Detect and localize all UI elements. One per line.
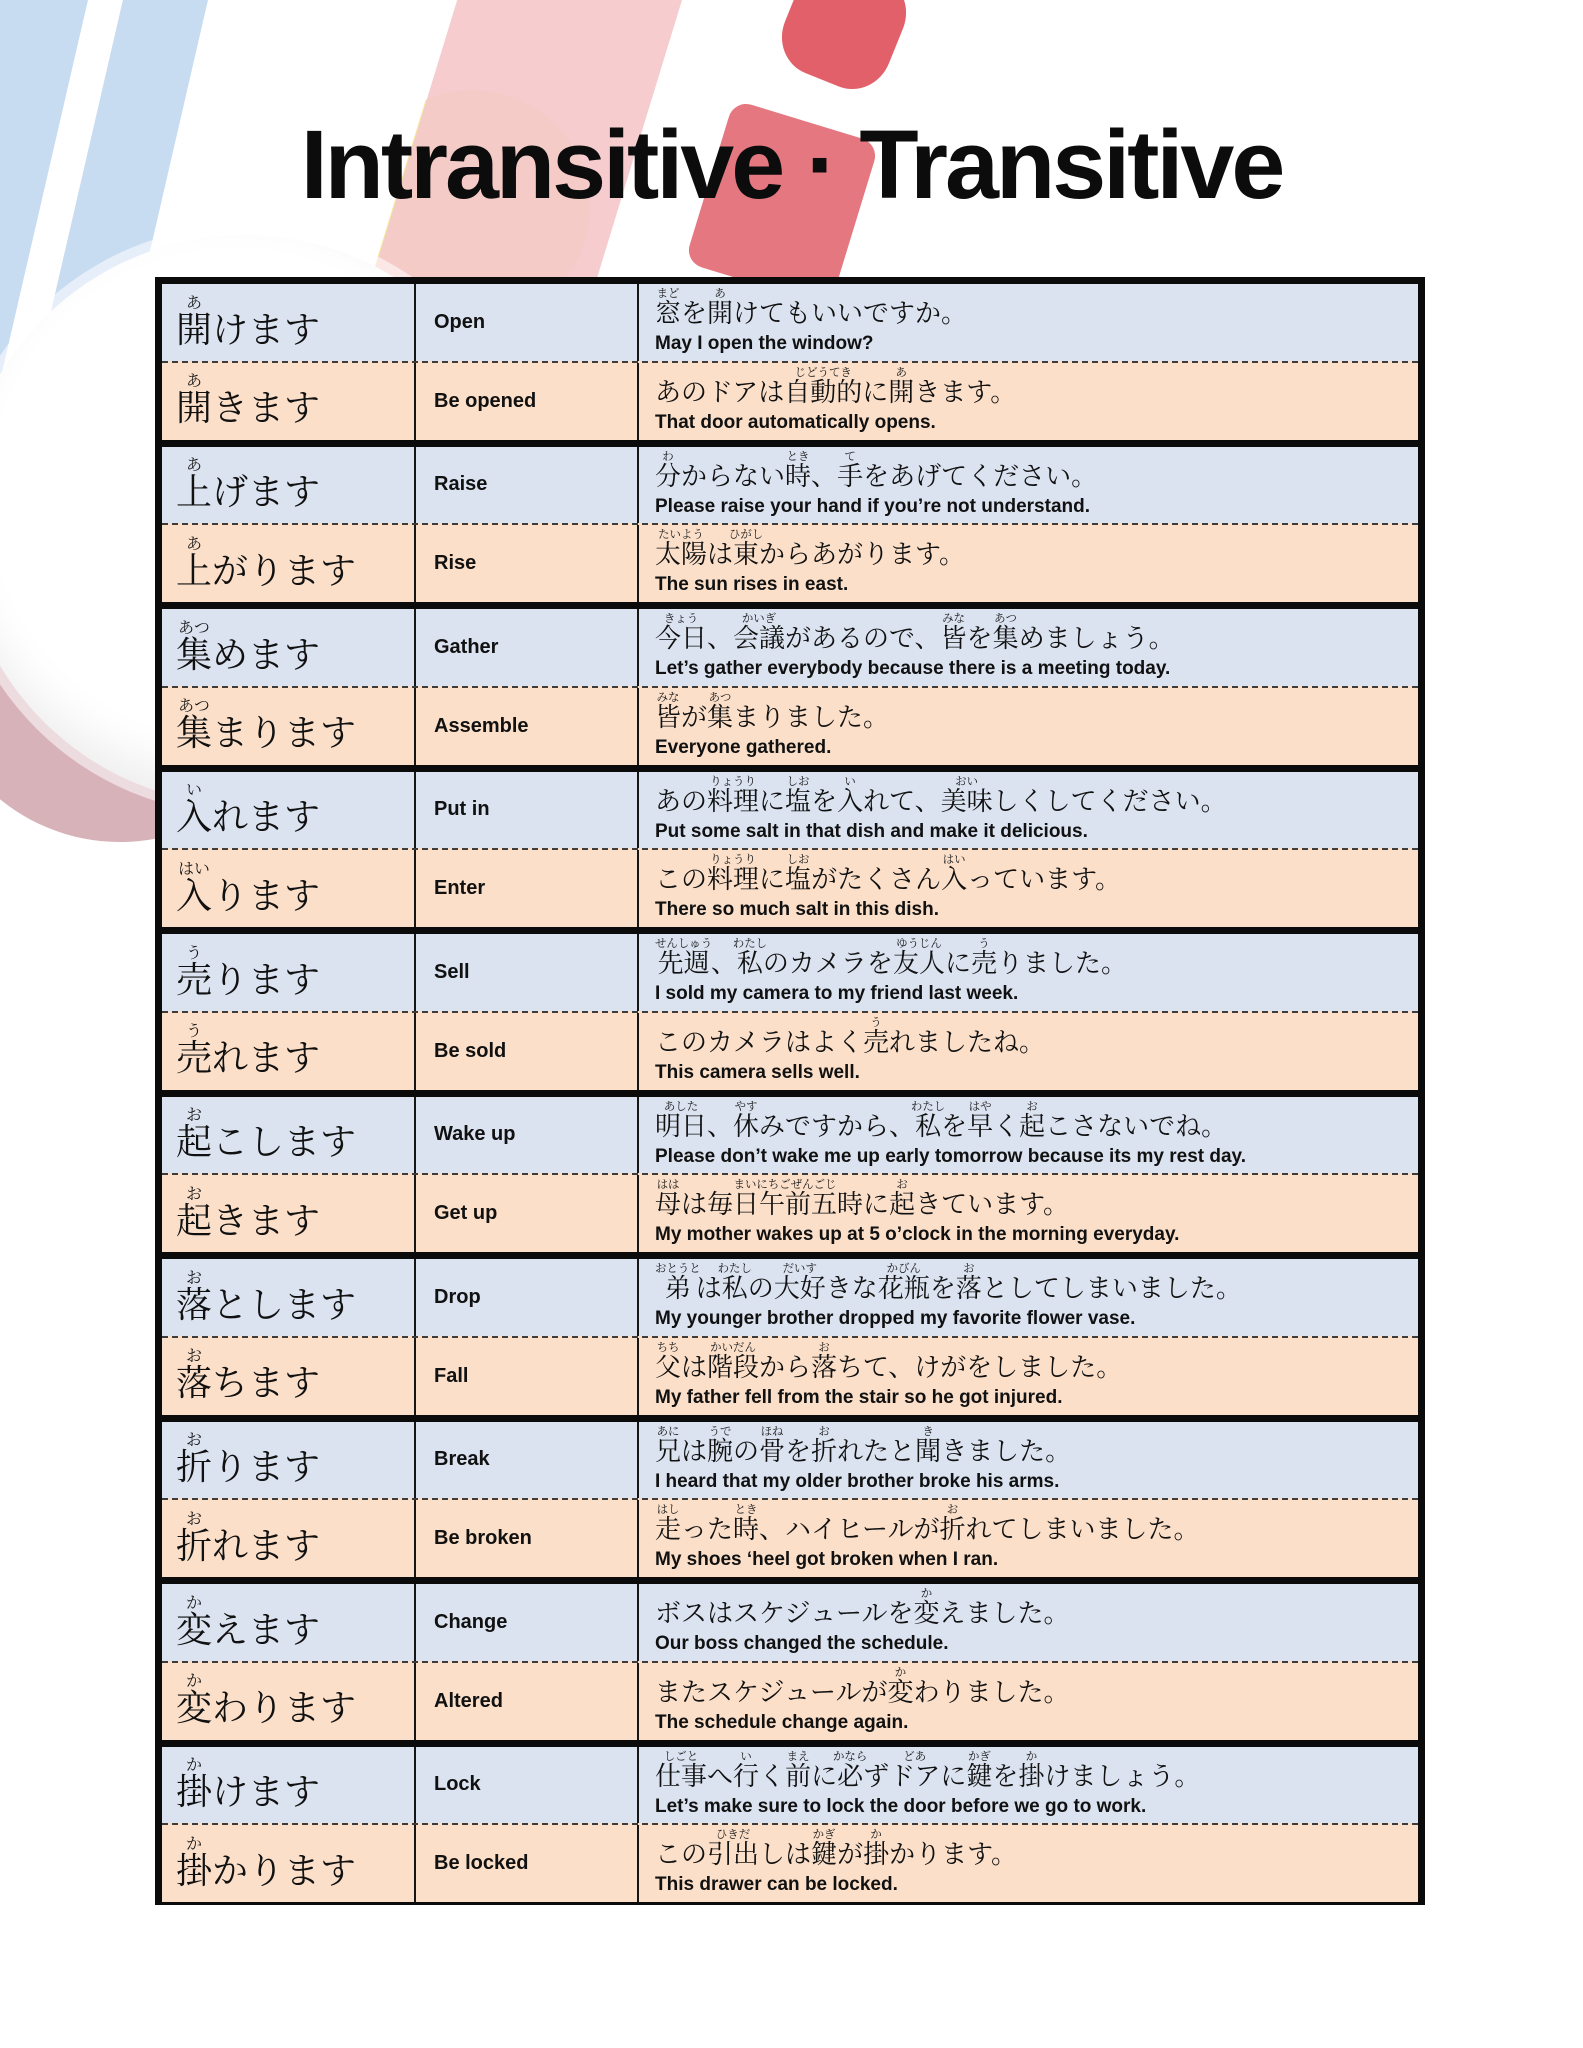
- verb-cell: [162, 688, 414, 765]
- meaning-cell: [414, 688, 637, 765]
- example-cell: [637, 688, 1418, 765]
- example-cell: [637, 1825, 1418, 1902]
- example-japanese: 兄あには腕うでの骨ほねを折おれたと聞ききました。: [655, 1423, 1072, 1467]
- verb-cell: [162, 1584, 414, 1661]
- meaning-cell: [414, 934, 637, 1011]
- meaning-cell: [414, 1825, 637, 1902]
- verb-cell: [162, 447, 414, 524]
- verb-text: 売うります: [176, 942, 321, 1001]
- verb-text: 売うれます: [176, 1021, 321, 1080]
- table-row: [162, 447, 1418, 524]
- example-english: Our boss changed the schedule.: [655, 1633, 949, 1655]
- example-english: That door automatically opens.: [655, 411, 936, 433]
- verb-text: 開あけます: [176, 292, 321, 351]
- verb-pair-group: [162, 1259, 1418, 1422]
- example-japanese: 太陽たいようは東ひがしからあがります。: [655, 527, 965, 571]
- meaning-cell: [414, 1175, 637, 1252]
- meaning-cell: [414, 363, 637, 440]
- example-cell: [637, 772, 1418, 849]
- verb-cell: [162, 1500, 414, 1577]
- example-cell: [637, 609, 1418, 686]
- table-row: [162, 1747, 1418, 1824]
- example-english: Please raise your hand if you’re not understand.: [655, 495, 1090, 517]
- verb-pair-group: [162, 772, 1418, 935]
- meaning-text: Change: [434, 1610, 508, 1633]
- meaning-cell: [414, 1097, 637, 1174]
- verb-text: 折おります: [176, 1430, 321, 1489]
- example-english: The sun rises in east.: [655, 574, 849, 596]
- meaning-cell: [414, 525, 637, 602]
- verb-cell: [162, 1175, 414, 1252]
- example-cell: [637, 1013, 1418, 1090]
- table-row: [162, 934, 1418, 1011]
- meaning-text: Fall: [434, 1364, 469, 1387]
- meaning-text: Open: [434, 310, 486, 333]
- verb-pair-group: [162, 447, 1418, 610]
- verb-text: 上あがります: [176, 533, 357, 592]
- example-japanese: またスケジュールが変かわりました。: [655, 1664, 1070, 1708]
- verb-text: 落おとします: [176, 1267, 357, 1326]
- meaning-text: Get up: [434, 1202, 498, 1225]
- table-row: [162, 1173, 1418, 1252]
- verb-cell: [162, 1747, 414, 1824]
- meaning-cell: [414, 772, 637, 849]
- table-row: [162, 1422, 1418, 1499]
- example-japanese: 仕事しごとへ行いく前まえに必かならずドアどあに鍵かぎを掛かけましょう。: [655, 1748, 1201, 1792]
- verb-cell: [162, 1338, 414, 1415]
- meaning-cell: [414, 850, 637, 927]
- verb-cell: [162, 1422, 414, 1499]
- example-english: May I open the window?: [655, 333, 874, 355]
- verb-pair-group: [162, 284, 1418, 447]
- verb-cell: [162, 934, 414, 1011]
- example-cell: [637, 1747, 1418, 1824]
- example-english: This camera sells well.: [655, 1061, 860, 1083]
- example-cell: [637, 1500, 1418, 1577]
- example-japanese: 皆みなが集あつまりました。: [655, 689, 890, 733]
- meaning-text: Be broken: [434, 1527, 532, 1550]
- example-english: Let’s make sure to lock the door before we go to work.: [655, 1795, 1147, 1817]
- example-cell: [637, 1259, 1418, 1336]
- example-english: I sold my camera to my friend last week.: [655, 983, 1019, 1005]
- example-japanese: 先週せんしゅう、私わたしのカメラを友人ゆうじんに売うりました。: [655, 936, 1127, 979]
- table-row: [162, 1661, 1418, 1740]
- verb-cell: [162, 609, 414, 686]
- verb-text: 集あつまります: [176, 696, 357, 755]
- meaning-cell: [414, 1259, 637, 1336]
- example-japanese: この料理りょうりに塩しおがたくさん入はいっています。: [655, 852, 1122, 896]
- example-japanese: 父ちちは階段かいだんから落おちて、けがをしました。: [655, 1339, 1123, 1383]
- verb-pair-group: [162, 934, 1418, 1097]
- example-japanese: 分わからない時とき、手てをあげてください。: [655, 448, 1098, 492]
- meaning-text: Gather: [434, 635, 499, 658]
- example-japanese: あの料理りょうりに塩しおを入いれて、美味おいしくしてください。: [655, 773, 1227, 817]
- meaning-cell: [414, 284, 637, 361]
- verb-cell: [162, 1259, 414, 1336]
- page-title: Intransitive · Transitive: [300, 110, 1283, 219]
- table-row: [162, 1259, 1418, 1336]
- meaning-cell: [414, 1747, 637, 1824]
- example-english: My shoes ‘heel got broken when I ran.: [655, 1549, 999, 1571]
- table-row: [162, 772, 1418, 849]
- example-english: This drawer can be locked.: [655, 1874, 898, 1896]
- table-row: [162, 284, 1418, 361]
- verb-text: 集あつめます: [176, 617, 321, 676]
- verb-cell: [162, 772, 414, 849]
- verb-cell: [162, 1013, 414, 1090]
- example-english: Please don’t wake me up early tomorrow because its my rest day.: [655, 1145, 1246, 1167]
- verb-text: 起おきます: [176, 1183, 321, 1242]
- example-japanese: この引出ひきだしは鍵かぎが掛かかります。: [655, 1827, 1018, 1871]
- meaning-cell: [414, 1584, 637, 1661]
- example-japanese: このカメラはよく売うれましたね。: [655, 1014, 1046, 1058]
- example-japanese: 窓まどを開あけてもいいですか。: [655, 286, 968, 329]
- example-english: Everyone gathered.: [655, 736, 832, 758]
- table-row: [162, 1498, 1418, 1577]
- example-cell: [637, 284, 1418, 361]
- example-japanese: あのドアは自動的じどうてきに開あきます。: [655, 364, 1017, 408]
- example-cell: [637, 1338, 1418, 1415]
- verb-pair-group: [162, 1584, 1418, 1747]
- verb-cell: [162, 850, 414, 927]
- example-cell: [637, 363, 1418, 440]
- meaning-cell: [414, 1422, 637, 1499]
- verb-text: 起おこします: [176, 1105, 357, 1164]
- meaning-text: Enter: [434, 877, 486, 900]
- verb-text: 掛かかります: [176, 1833, 357, 1892]
- example-japanese: 今日きょう、会議かいぎがあるので、皆みなを集あつめましょう。: [655, 611, 1175, 654]
- example-cell: [637, 850, 1418, 927]
- meaning-text: Assemble: [434, 714, 529, 737]
- verb-text: 開あきます: [176, 371, 321, 430]
- bg-red-blob-shape: [770, 0, 918, 101]
- meaning-text: Raise: [434, 473, 488, 496]
- meaning-text: Wake up: [434, 1123, 516, 1146]
- meaning-text: Altered: [434, 1689, 503, 1712]
- example-english: My mother wakes up at 5 o’clock in the morning everyday.: [655, 1224, 1180, 1246]
- verb-pair-group: [162, 609, 1418, 772]
- example-japanese: ボスはスケジュールを変かえました。: [655, 1586, 1070, 1629]
- example-cell: [637, 934, 1418, 1011]
- example-japanese: 弟おとうとは私わたしの大好だいすきな花瓶かびんを落おとしてしまいました。: [655, 1261, 1242, 1304]
- verb-table: [155, 277, 1425, 1905]
- verb-text: 入いれます: [176, 780, 321, 839]
- table-row: [162, 609, 1418, 686]
- verb-text: 折おれます: [176, 1508, 321, 1567]
- meaning-cell: [414, 609, 637, 686]
- table-row: [162, 361, 1418, 440]
- example-cell: [637, 1175, 1418, 1252]
- example-cell: [637, 1097, 1418, 1174]
- verb-cell: [162, 525, 414, 602]
- verb-text: 落おちます: [176, 1346, 321, 1405]
- meaning-text: Sell: [434, 960, 470, 983]
- table-row: [162, 523, 1418, 602]
- verb-cell: [162, 363, 414, 440]
- meaning-text: Rise: [434, 552, 477, 575]
- example-english: Put some salt in that dish and make it delicious.: [655, 820, 1088, 842]
- example-japanese: 明日あした、休やすみですから、私わたしを早はやく起おこさないでね。: [655, 1098, 1228, 1142]
- verb-text: 掛かけます: [176, 1755, 321, 1814]
- meaning-cell: [414, 447, 637, 524]
- example-cell: [637, 1663, 1418, 1740]
- verb-pair-group: [162, 1422, 1418, 1585]
- table-row: [162, 1011, 1418, 1090]
- example-english: Let’s gather everybody because there is a meeting today.: [655, 658, 1171, 680]
- verb-cell: [162, 1825, 414, 1902]
- meaning-text: Be sold: [434, 1039, 507, 1062]
- meaning-text: Lock: [434, 1773, 481, 1796]
- example-cell: [637, 1584, 1418, 1661]
- table-row: [162, 1584, 1418, 1661]
- meaning-cell: [414, 1013, 637, 1090]
- example-english: The schedule change again.: [655, 1711, 909, 1733]
- example-cell: [637, 1422, 1418, 1499]
- verb-cell: [162, 1097, 414, 1174]
- meaning-cell: [414, 1500, 637, 1577]
- verb-text: 上あげます: [176, 455, 321, 514]
- example-english: There so much salt in this dish.: [655, 899, 939, 921]
- verb-text: 変かえます: [176, 1592, 321, 1651]
- meaning-cell: [414, 1338, 637, 1415]
- meaning-text: Put in: [434, 798, 490, 821]
- meaning-text: Be locked: [434, 1852, 529, 1875]
- example-cell: [637, 447, 1418, 524]
- table-row: [162, 848, 1418, 927]
- meaning-text: Be opened: [434, 389, 537, 412]
- example-japanese: 母ははは毎日午前五時まいにちごぜんごじに起おきています。: [655, 1177, 1069, 1221]
- table-row: [162, 686, 1418, 765]
- example-english: My younger brother dropped my favorite flower vase.: [655, 1308, 1136, 1330]
- verb-cell: [162, 1663, 414, 1740]
- verb-pair-group: [162, 1097, 1418, 1260]
- table-row: [162, 1336, 1418, 1415]
- verb-text: 入はいります: [176, 858, 321, 917]
- meaning-text: Drop: [434, 1285, 481, 1308]
- verb-pair-group: [162, 1747, 1418, 1903]
- verb-text: 変かわります: [176, 1671, 357, 1730]
- table-row: [162, 1823, 1418, 1902]
- meaning-cell: [414, 1663, 637, 1740]
- meaning-text: Break: [434, 1448, 490, 1471]
- table-row: [162, 1097, 1418, 1174]
- verb-cell: [162, 284, 414, 361]
- example-english: I heard that my older brother broke his arms.: [655, 1470, 1060, 1492]
- example-japanese: 走はしった時とき、ハイヒールが折おれてしまいました。: [655, 1502, 1200, 1546]
- example-cell: [637, 525, 1418, 602]
- example-english: My father fell from the stair so he got injured.: [655, 1386, 1063, 1408]
